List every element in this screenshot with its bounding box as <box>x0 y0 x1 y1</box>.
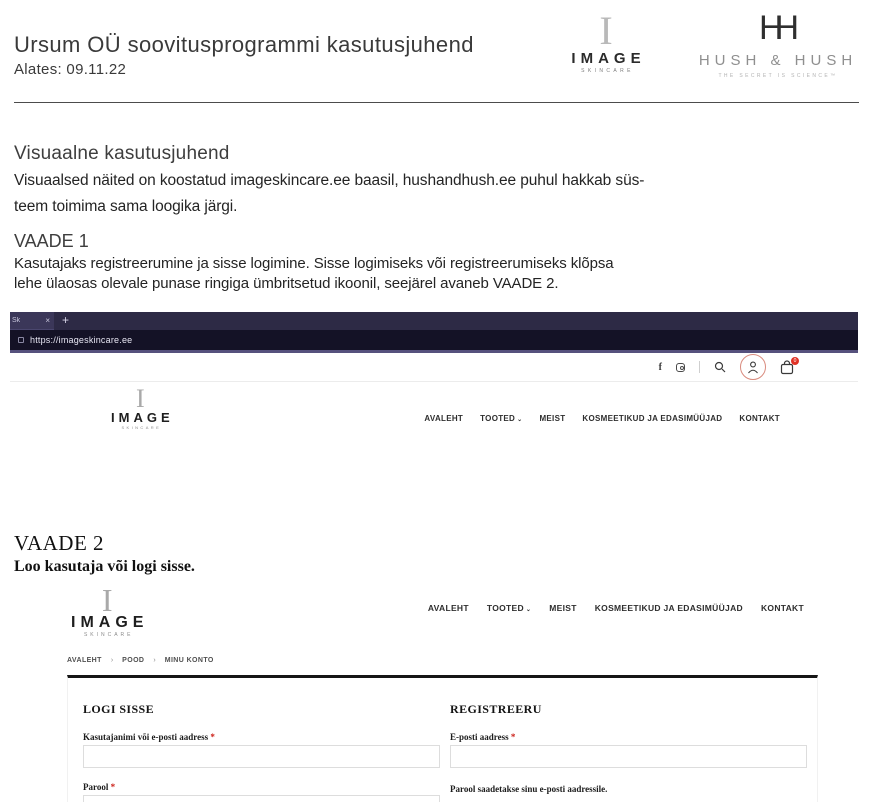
image-logo-subtitle: SKINCARE <box>581 68 634 74</box>
section-heading-vaade1: VAADE 1 <box>14 231 89 251</box>
username-input[interactable] <box>83 745 440 768</box>
doc-date: Alates: 09.11.22 <box>14 61 127 78</box>
nav-item-kosmeetikud[interactable]: KOSMEETIKUD JA EDASIMÜÜJAD <box>582 414 723 423</box>
password-input[interactable] <box>83 795 440 802</box>
red-circle-annotation <box>740 354 766 380</box>
required-asterisk: * <box>110 782 116 792</box>
email-label: E-posti aadress * <box>450 732 516 742</box>
tab-title: Sk <box>12 317 21 324</box>
browser-tab[interactable] <box>10 312 54 330</box>
nav-item-avaleht[interactable]: AVALEHT <box>427 603 469 613</box>
email-input[interactable] <box>450 745 807 768</box>
browser-tab-bar <box>10 312 858 330</box>
body-line: lehe ülaosas olevale punase ringiga ümbritsetud ikoonil, seejärel avaneb VAADE 2. <box>14 275 559 292</box>
chevron-down-icon: ⌄ <box>525 607 532 613</box>
page-title: Ursum OÜ soovitusprogrammi kasutusjuhend <box>14 32 474 57</box>
breadcrumb-separator: › <box>110 657 114 664</box>
site-logo-word: IMAGE <box>71 614 149 631</box>
cart-icon-wrapper[interactable] <box>780 357 797 375</box>
password-label: Parool * <box>83 782 116 792</box>
site-logo-word: IMAGE <box>111 410 174 425</box>
site-utility-bar <box>10 353 858 381</box>
site-info-icon[interactable] <box>18 337 24 343</box>
section-body-vaade1 <box>14 254 613 294</box>
breadcrumb-pood[interactable]: POOD <box>122 657 145 664</box>
username-label: Kasutajanimi või e-posti aadress * <box>83 732 215 742</box>
doc-header <box>14 32 474 78</box>
header-divider <box>14 102 859 103</box>
nav-item-meist[interactable]: MEIST <box>549 603 577 613</box>
screenshot-browser <box>10 312 858 495</box>
screenshot-login-page <box>0 585 873 802</box>
main-nav <box>428 603 804 613</box>
nav-item-kontakt[interactable]: KONTAKT <box>760 603 804 613</box>
image-skincare-logo <box>563 8 649 74</box>
image-column-icon: I <box>135 384 145 413</box>
site-page <box>10 353 858 495</box>
required-asterisk: * <box>210 732 215 742</box>
browser-address-bar[interactable] <box>10 330 858 350</box>
section-body-vaade2: Loo kasutaja või logi sisse. <box>14 558 195 575</box>
nav-item-meist[interactable]: MEIST <box>539 414 566 423</box>
nav-item-kosmeetikud[interactable]: KOSMEETIKUD JA EDASIMÜÜJAD <box>594 603 743 613</box>
body-line: Visuaalsed näited on koostatud imageskincare.ee baasil, hushandhush.ee puhul hakkab süs- <box>14 172 645 189</box>
facebook-icon[interactable]: f <box>658 361 662 373</box>
nav-item-kontakt[interactable]: KONTAKT <box>739 414 780 423</box>
hush-and-hush-logo <box>688 8 868 79</box>
site-logo[interactable] <box>66 587 148 638</box>
required-asterisk: * <box>510 732 516 742</box>
instagram-icon[interactable] <box>676 363 685 372</box>
account-form-panel <box>67 675 818 802</box>
nav-item-tooted[interactable]: TOOTED ⌄ <box>486 603 532 613</box>
breadcrumb-minu-konto: MINU KONTO <box>164 657 214 664</box>
image-column-icon: I <box>101 585 113 618</box>
login-heading: LOGI SISSE <box>83 702 155 716</box>
cart-badge: 0 <box>791 357 799 365</box>
search-icon[interactable] <box>714 361 726 373</box>
hush-logo-word: HUSH & HUSH <box>698 52 858 69</box>
nav-item-avaleht[interactable]: AVALEHT <box>424 414 464 423</box>
body-line: Kasutajaks registreerumine ja sisse logimine. Sisse logimiseks või registreerumiseks klõpsa <box>14 255 614 272</box>
site-header <box>10 382 858 462</box>
icon-divider <box>699 361 700 373</box>
site-logo[interactable] <box>107 384 174 430</box>
image-column-icon: I <box>599 8 613 53</box>
image-logo-word: IMAGE <box>571 50 646 67</box>
account-icon-wrapper[interactable] <box>740 354 766 380</box>
new-tab-button[interactable]: + <box>62 313 70 327</box>
nav-item-tooted[interactable]: TOOTED ⌄ <box>480 414 523 423</box>
section-heading-vaade2: VAADE 2 <box>14 531 105 555</box>
breadcrumb-avaleht[interactable]: AVALEHT <box>67 657 102 664</box>
hush-monogram-icon: HH <box>758 9 791 47</box>
main-nav <box>424 414 780 423</box>
chevron-down-icon: ⌄ <box>517 417 523 423</box>
breadcrumb-separator: › <box>153 657 156 664</box>
url-text[interactable]: https://imageskincare.ee <box>30 335 133 345</box>
site-logo-subtitle: SKINCARE <box>121 425 162 430</box>
breadcrumb <box>67 657 214 664</box>
register-note: Parool saadetakse sinu e-posti aadressile. <box>450 784 608 794</box>
site-logo-subtitle: SKINCARE <box>83 632 134 638</box>
body-line: teem toimima sama loogika järgi. <box>14 198 238 215</box>
register-heading: REGISTREERU <box>450 702 542 716</box>
section-heading-visual-guide: Visuaalne kasutusjuhend <box>14 143 230 164</box>
tab-close-icon[interactable]: × <box>45 316 50 325</box>
section-body-visual-guide <box>14 168 644 220</box>
hush-logo-tagline: THE SECRET IS SCIENCE™ <box>718 73 838 79</box>
